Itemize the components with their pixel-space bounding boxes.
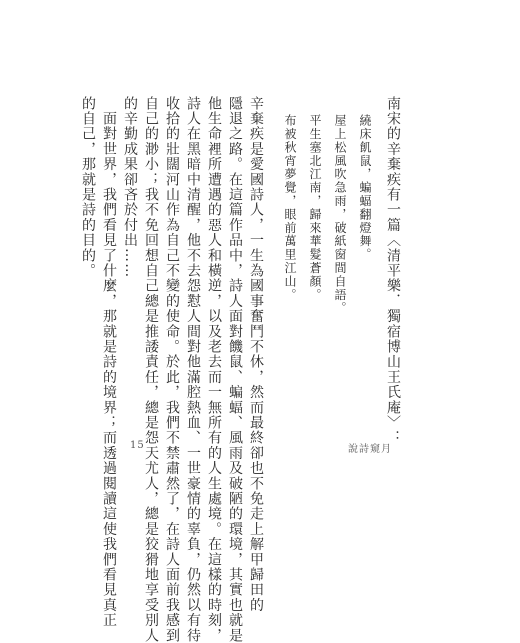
- intro-line: 南宋的辛棄疾有一篇〈清平樂．獨宿博山王氏庵〉：: [385, 96, 401, 446]
- body-line-6: 自己的渺小；我不免回想自己總是推諉責任，總是怨天尤人，總是狡猾地享受別人: [143, 96, 159, 643]
- body-line-7: 的辛勤成果卻吝於付出……: [122, 96, 138, 279]
- body-line-3: 他生命裡所遭遇的惡人和橫逆，以及老去而一無所有的人生處境。在這樣的時刻，: [206, 96, 222, 643]
- body-line-9: 的自己，那就是詩的目的。: [80, 96, 96, 279]
- body-line-4: 詩人在黑暗中清醒，他不去怨懟人間對他滿腔熱血、一世豪情的辜負，仍然以有待: [185, 96, 201, 643]
- body-line-1: 辛棄疾是愛國詩人，一生為國事奮鬥不休，然而最終卻也不免走上解甲歸田的: [248, 96, 264, 613]
- body-line-8: 面對世界，我們看見了什麼，那就是詩的境界；而透過閱讀這使我們看見真正: [101, 96, 117, 628]
- poem-line-1: 繞床飢鼠，蝙蝠翻燈舞。: [358, 114, 372, 262]
- poem-line-3: 平生塞北江南，歸來華髮蒼顏。: [308, 114, 322, 302]
- body-line-2: 隱退之路。在這篇作品中，詩人面對饑鼠、蝙蝠、風雨及破陋的環境，其實也就是: [227, 96, 243, 643]
- running-title: 說詩窺月: [348, 444, 392, 455]
- body-line-5: 收拾的壯闊河山作為自己不變的使命。於此，我們不禁肅然了，在詩人面前我感到: [164, 96, 180, 643]
- poem-line-4: 布被秋宵夢覺，眼前萬里江山。: [283, 114, 297, 302]
- page-number: 15: [130, 440, 145, 451]
- poem-line-2: 屋上松風吹急雨，破紙窗間自語。: [333, 114, 347, 315]
